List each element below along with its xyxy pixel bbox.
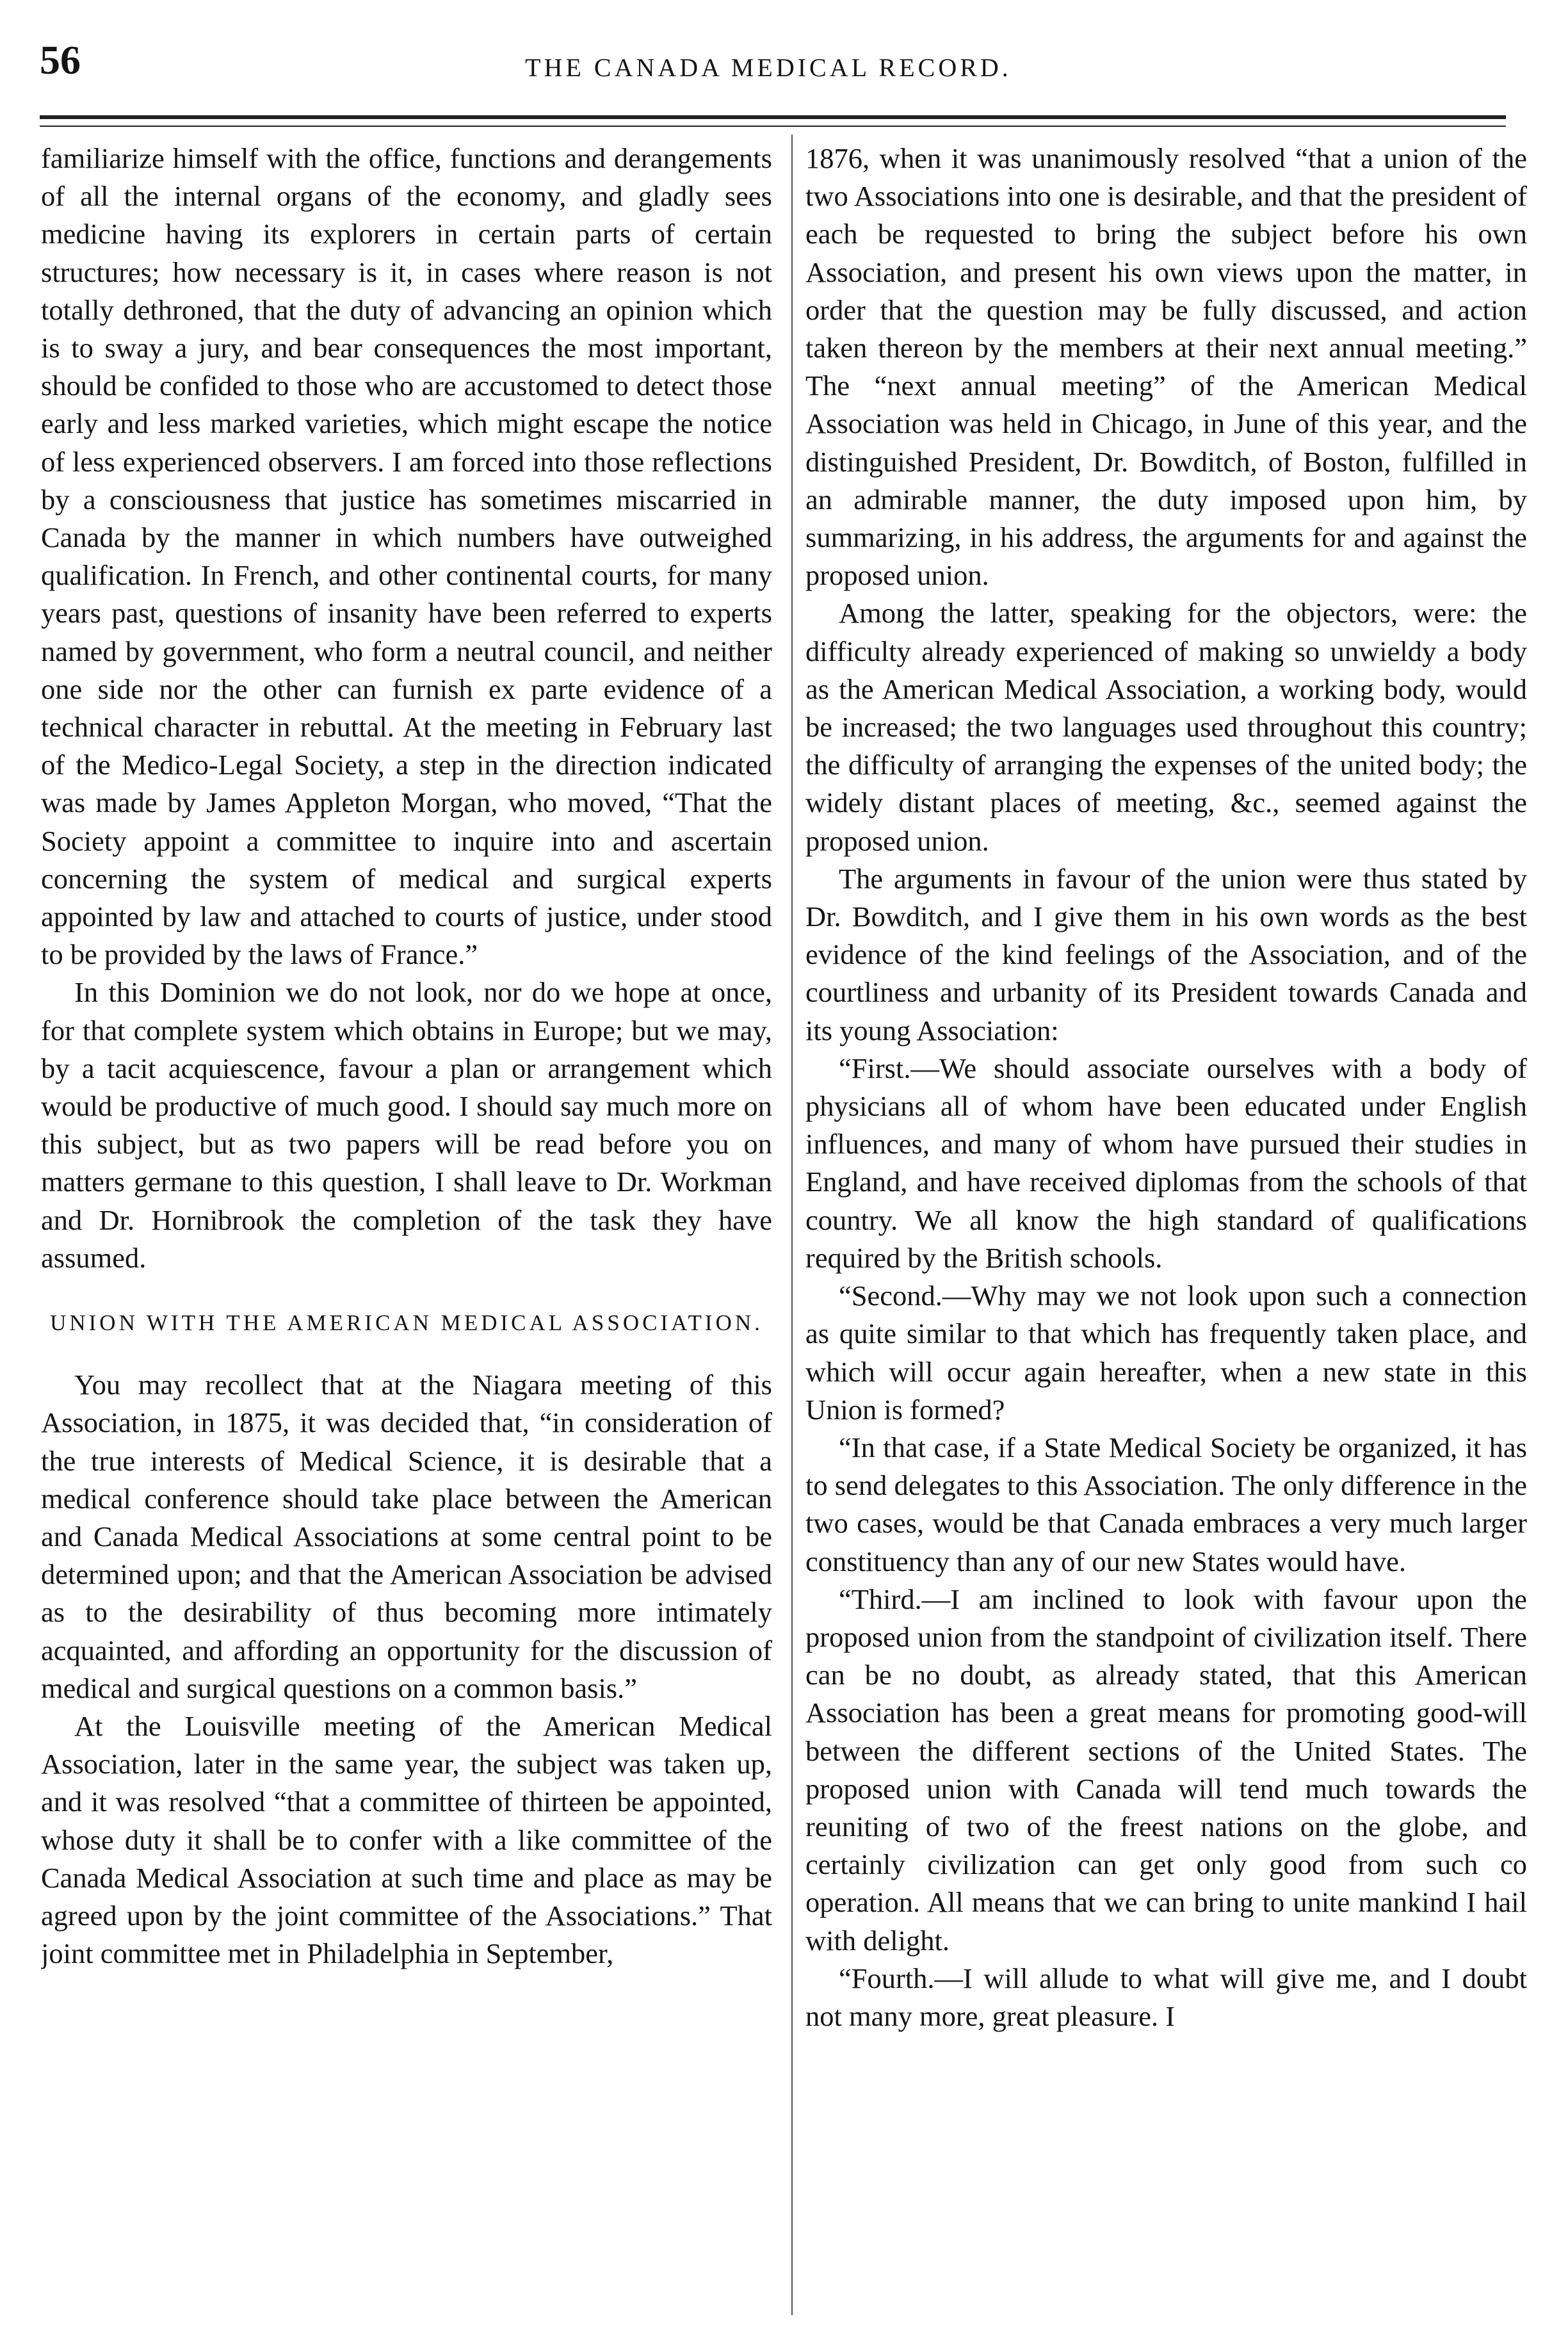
right-column bbox=[805, 140, 1527, 2317]
running-title: THE CANADA MEDICAL RECORD. bbox=[525, 53, 1012, 82]
right-paragraph-1: 1876, when it was unanimously resolved “that a union of the two Associations into one is desirable, and that the president of each be requested to bring the subject before his own Association, and present his own views upon the matter, in order that the question may be fully discussed, and action taken thereon by the members at their next annual meeting.” The “next annual meeting” of the American Medical Association was held in Chicago, in June of this year, and the distinguished President, Dr. Bowditch, of Boston, fulfilled in an admirable manner, the duty imposed upon him, by summarizing, in his address, the arguments for and against the proposed union. bbox=[805, 142, 1527, 592]
column-divider bbox=[791, 134, 793, 2315]
right-paragraph-3: The arguments in favour of the union were thus stated by Dr. Bowditch, and I give them in his own words as the best evidence of the kind feelings of the Association, and of the courtliness and urbanity of its President towards Canada and its young Association: bbox=[805, 862, 1527, 1046]
left-paragraph-4: At the Louisville meeting of the American Medical Association, later in the same year, the subject was taken up, and it was resolved “that a committee of thirteen be appointed, whose duty it shall be to confer with a like committee of the Canada Medical Association at such time and place as may be agreed upon by the joint committee of the Associations.” That joint committee met in Philadelphia in September, bbox=[41, 1709, 772, 1970]
section-heading: UNION WITH THE AMERICAN MEDICAL ASSOCIATION. bbox=[50, 1310, 763, 1336]
right-paragraph-8: “Fourth.—I will allude to what will give me, and I doubt not many more, great pleasure. I bbox=[805, 1962, 1527, 2032]
left-paragraph-3: You may recollect that at the Niagara meeting of this Association, in 1875, it was decided that, “in consideration of the true interests of Medical Science, it is desirable that a medical conference should take place between the American and Canada Medical Associations at some central point to be determined upon; and that the American Association be advised as to the desirability of thus becoming more intimately acquainted, and affording an opportunity for the discussion of medical and surgical questions on a common basis.” bbox=[41, 1369, 772, 1704]
left-paragraph-2: In this Dominion we do not look, nor do we hope at once, for that complete system which obtains in Europe; but we may, by a tacit acquiescence, favour a plan or arrangement which would be productive of much good. I should say much more on this subject, but as two papers will be read before you on matters germane to this question, I shall leave to Dr. Workman and Dr. Hornibrook the completion of the task they have assumed. bbox=[41, 976, 772, 1274]
header-rule-thin bbox=[40, 126, 1506, 127]
right-paragraph-6: “In that case, if a State Medical Society be organized, it has to send delegates to this Association. The only difference in the two cases, would be that Canada embraces a very much larger constituency than any of our new States would have. bbox=[805, 1431, 1527, 1577]
page-number: 56 bbox=[40, 37, 81, 83]
right-paragraph-4: “First.—We should associate ourselves with a body of physicians all of whom have been educated under English influences, and many of whom have pursued their studies in England, and have received diplomas from the schools of that country. We all know the high standard of qualifications required by the British schools. bbox=[805, 1052, 1527, 1274]
right-paragraph-7: “Third.—I am inclined to look with favour upon the proposed union from the standpoint of civilization itself. There can be no doubt, as already stated, that this American Association has been a great means for promoting good-will between the different sections of the United States. The proposed union with Canada will tend much towards the reuniting of two of the freest nations on the globe, and certainly civilization can get only good from such co operation. All means that we can bring to unite mankind I hail with delight. bbox=[805, 1583, 1527, 1957]
right-paragraph-2: Among the latter, speaking for the objectors, were: the difficulty already experienced of making so unwieldy a body as the American Medical Association, a working body, would be increased; the two languages used throughout this country; the difficulty of arranging the expenses of the united body; the widely distant places of meeting, &c., seemed against the proposed union. bbox=[805, 597, 1527, 857]
header-rule-thick bbox=[40, 115, 1506, 119]
left-paragraph-1: familiarize himself with the office, functions and derangements of all the internal organs of the economy, and gladly sees medicine having its explorers in certain parts of certain structures; how necessary is it, in cases where reason is not totally dethroned, that the duty of advancing an opinion which is to sway a jury, and bear consequences the most important, should be confided to those who are accustomed to detect those early and less marked varieties, which might escape the notice of less experienced observers. I am forced into those reflections by a consciousness that justice has sometimes miscarried in Canada by the manner in which numbers have outweighed qualification. In French, and other continental courts, for many years past, questions of insanity have been referred to experts named by government, who form a neutral council, and neither one side nor the other can furnish ex parte evidence of a technical character in rebuttal. At the meeting in February last of the Medico-Legal Society, a step in the direction indicated was made by James Appleton Morgan, who moved, “That the Society appoint a committee to inquire into and ascertain concerning the system of medical and surgical experts appointed by law and attached to courts of justice, under stood to be provided by the laws of France.” bbox=[41, 142, 772, 971]
left-column bbox=[41, 140, 772, 2317]
right-paragraph-5: “Second.—Why may we not look upon such a connection as quite similar to that which has frequently taken place, and which will occur again hereafter, when a new state in this Union is formed? bbox=[805, 1280, 1527, 1426]
